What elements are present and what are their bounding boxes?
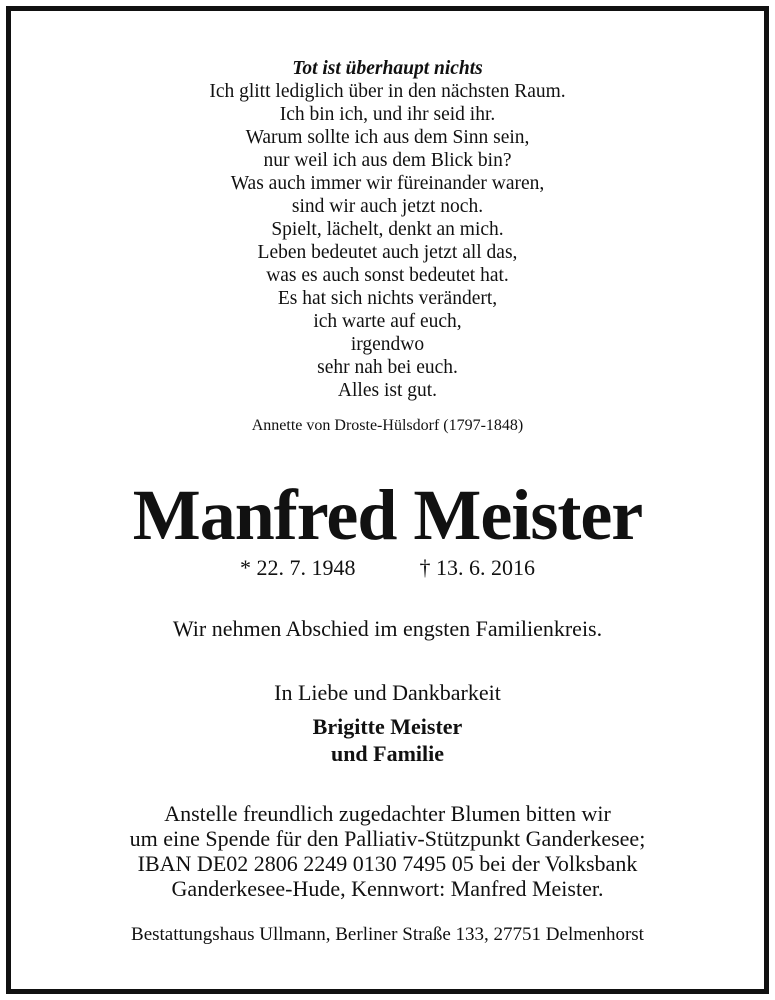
poem-line: nur weil ich aus dem Blick bin? <box>263 150 512 171</box>
poem-line: sehr nah bei euch. <box>317 357 458 378</box>
mourners <box>11 713 764 767</box>
poem-line: Leben bedeutet auch jetzt all das, <box>257 242 518 263</box>
poem-line: Spielt, lächelt, denkt an mich. <box>271 219 504 240</box>
donation-request <box>11 801 764 901</box>
mourner-name: Brigitte Meister <box>312 714 463 739</box>
poem-line: Was auch immer wir füreinander waren, <box>230 173 545 194</box>
poem-line: Es hat sich nichts verändert, <box>277 288 498 309</box>
poem-title: Tot ist überhaupt nichts <box>292 58 483 79</box>
poem-line: Alles ist gut. <box>337 380 438 401</box>
poem-line: irgendwo <box>350 334 425 355</box>
obituary-content <box>11 11 764 989</box>
donation-line: IBAN DE02 2806 2249 0130 7495 05 bei der Volksbank <box>137 851 638 876</box>
poem-author: Annette von Droste-Hülsdorf (1797-1848) <box>251 417 524 434</box>
funeral-home: Bestattungshaus Ullmann, Berliner Straße 133, 27751 Delmenhorst <box>131 924 644 945</box>
poem-line: was es auch sonst bedeutet hat. <box>266 265 509 286</box>
death-date: † 13. 6. 2016 <box>419 555 535 580</box>
poem-line: sind wir auch jetzt noch. <box>291 196 484 217</box>
poem-line: Warum sollte ich aus dem Sinn sein, <box>245 127 530 148</box>
poem-line: Ich glitt lediglich über in den nächsten Raum. <box>209 81 566 102</box>
donation-line: Anstelle freundlich zugedachter Blumen bitten wir <box>164 801 611 826</box>
donation-line: Ganderkesee-Hude, Kennwort: Manfred Meister. <box>171 876 604 901</box>
life-dates <box>11 554 764 582</box>
donation-line: um eine Spende für den Palliativ-Stützpunkt Ganderkesee; <box>129 826 646 851</box>
poem-line: ich warte auf euch, <box>313 311 462 332</box>
gratitude-text: In Liebe und Dankbarkeit <box>274 680 501 705</box>
mourner-family: und Familie <box>330 741 445 766</box>
farewell-text: Wir nehmen Abschied im engsten Familienkreis. <box>172 616 603 641</box>
poem-line: Ich bin ich, und ihr seid ihr. <box>279 104 496 125</box>
poem <box>11 57 764 402</box>
obituary-frame <box>6 6 769 994</box>
deceased-name: Manfred Meister <box>132 475 643 555</box>
birth-date: * 22. 7. 1948 <box>240 555 356 580</box>
